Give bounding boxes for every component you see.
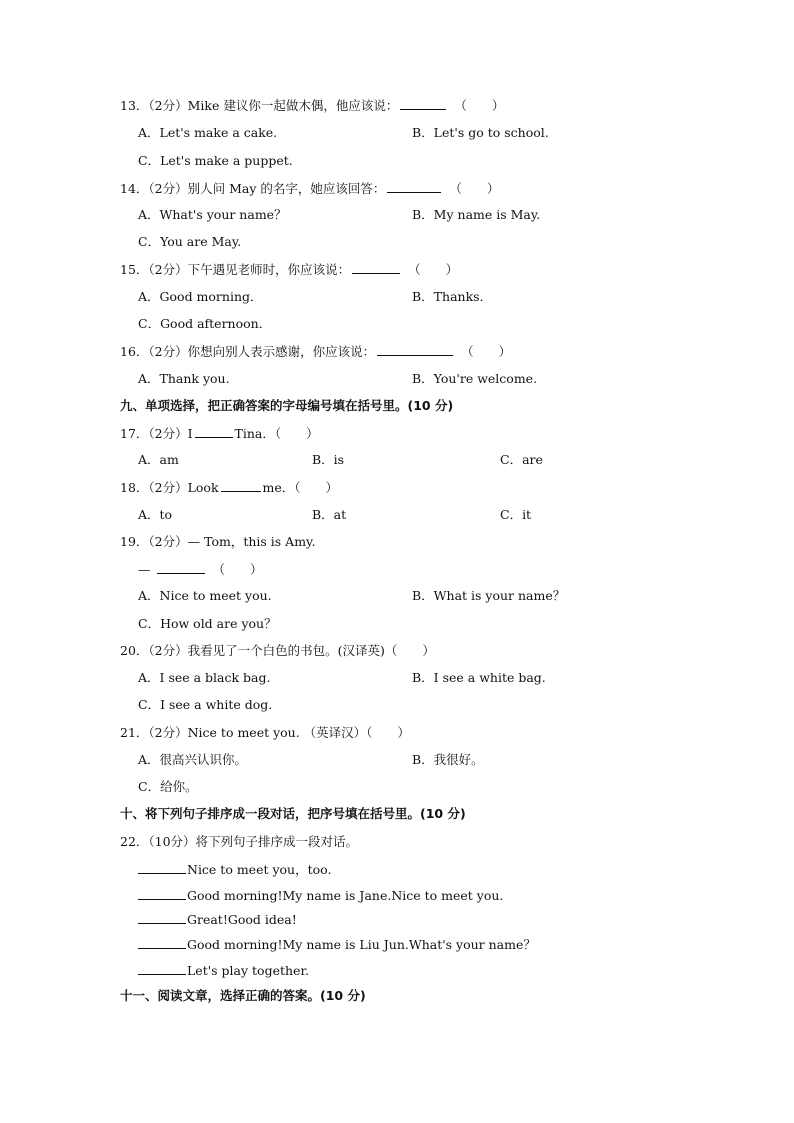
q18-option-b: B．at — [312, 507, 347, 522]
q14-option-b: B．My name is May. — [412, 207, 541, 222]
order-blank[interactable] — [138, 887, 186, 900]
answer-blank[interactable] — [157, 561, 205, 574]
question-20-stem: 20．（2分）我看见了一个白色的书包。(汉译英)（ ） — [120, 643, 435, 658]
q14-option-c: C．You are May. — [138, 234, 242, 249]
question-21-stem: 21．（2分）Nice to meet you. （英译汉）（ ） — [120, 725, 410, 740]
section-nine-heading: 九、单项选择，把正确答案的字母编号填在括号里。(10 分) — [120, 398, 454, 413]
q18-option-a: A．to — [138, 507, 173, 522]
q17-option-c: C．are — [500, 452, 543, 467]
q13-option-a: A．Let's make a cake. — [138, 125, 278, 140]
order-blank[interactable] — [138, 911, 186, 924]
q13-option-b: B．Let's go to school. — [412, 125, 549, 140]
question-17-stem: 17．（2分）I Tina．（ ） — [120, 426, 319, 441]
q17-option-b: B．is — [312, 452, 345, 467]
q19-option-a: A．Nice to meet you. — [138, 588, 272, 603]
dialogue-order-item: Great!Good idea! — [138, 911, 297, 928]
question-14-stem: 14．（2分）别人问 May 的名字，她应该回答： （ ） — [120, 181, 500, 196]
q15-option-b: B．Thanks． — [412, 289, 493, 304]
q16-option-b: B．You're welcome. — [412, 371, 538, 386]
q17-option-a: A．am — [138, 452, 179, 467]
order-blank[interactable] — [138, 962, 186, 975]
question-18-stem: 18．（2分）Look me．（ ） — [120, 480, 339, 495]
question-22-stem: 22．（10分）将下列句子排序成一段对话。 — [120, 834, 359, 849]
answer-blank[interactable] — [221, 479, 261, 492]
order-blank[interactable] — [138, 861, 186, 874]
q15-option-a: A．Good morning． — [138, 289, 263, 304]
q18-option-c: C．it — [500, 507, 532, 522]
question-16-stem: 16．（2分）你想向别人表示感谢，你应该说： （ ） — [120, 344, 512, 359]
dialogue-order-item: Nice to meet you，too. — [138, 861, 331, 878]
q19-option-c: C．How old are you？ — [138, 616, 277, 631]
q21-option-b: B．我很好。 — [412, 752, 484, 767]
q13-option-c: C．Let's make a puppet. — [138, 153, 293, 168]
q21-option-c: C．给你。 — [138, 779, 198, 794]
question-15-stem: 15．（2分）下午遇见老师时，你应该说： （ ） — [120, 262, 459, 277]
q19-option-b: B．What is your name？ — [412, 588, 566, 603]
order-blank[interactable] — [138, 936, 186, 949]
q16-option-a: A．Thank you. — [138, 371, 230, 386]
q20-option-a: A．I see a black bag. — [138, 670, 271, 685]
q15-option-c: C．Good afternoon． — [138, 316, 272, 331]
answer-blank[interactable] — [352, 261, 400, 274]
answer-blank[interactable] — [195, 425, 233, 438]
dialogue-order-item: Let's play together. — [138, 962, 309, 979]
question-13-stem: 13．（2分）Mike 建议你一起做木偶，他应该说： （ ） — [120, 98, 505, 113]
question-19-stem: 19．（2分）— Tom，this is Amy. — [120, 534, 316, 549]
dialogue-order-item: Good morning!My name is Liu Jun.What's your name？ — [138, 936, 536, 953]
question-19-response: — （ ） — [138, 562, 263, 577]
answer-blank[interactable] — [400, 97, 446, 110]
q14-option-a: A．What's your name？ — [138, 207, 287, 222]
answer-blank[interactable] — [377, 343, 453, 356]
section-eleven-heading: 十一、阅读文章，选择正确的答案。(10 分) — [120, 988, 366, 1003]
section-ten-heading: 十、将下列句子排序成一段对话，把序号填在括号里。(10 分) — [120, 806, 466, 821]
q21-option-a: A．很高兴认识你。 — [138, 752, 248, 767]
dialogue-order-item: Good morning!My name is Jane.Nice to meet you. — [138, 887, 503, 904]
answer-blank[interactable] — [387, 180, 441, 193]
q20-option-c: C．I see a white dog. — [138, 697, 273, 712]
q20-option-b: B．I see a white bag. — [412, 670, 546, 685]
